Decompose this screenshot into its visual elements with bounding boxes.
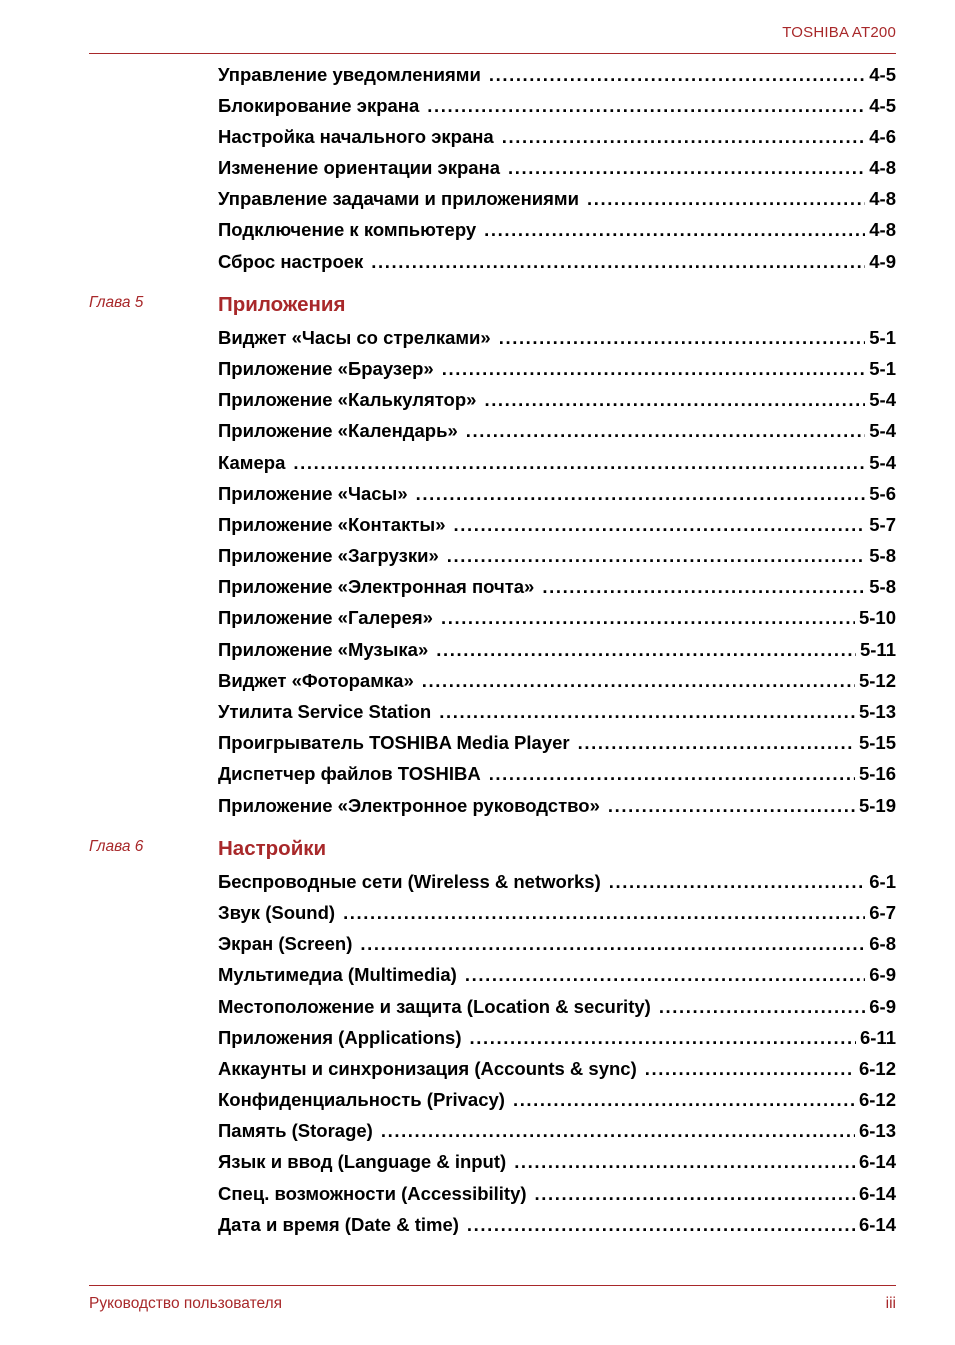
toc-entry-title: Беспроводные сети (Wireless & networks) <box>218 871 601 892</box>
toc-entry-page: 6-7 <box>869 902 896 923</box>
dot-leader <box>489 64 865 86</box>
toc-entry[interactable] <box>218 327 896 349</box>
toc-entry-page: 5-8 <box>869 545 896 566</box>
toc-entry-title: Аккаунты и синхронизация (Accounts & sync) <box>218 1058 637 1079</box>
toc-entry[interactable] <box>218 639 896 661</box>
dot-leader <box>499 327 866 349</box>
toc-entry[interactable] <box>218 95 896 117</box>
dot-leader <box>470 1027 856 1049</box>
toc-entry[interactable] <box>218 251 896 273</box>
toc-entry-title: Управление уведомлениями <box>218 64 481 85</box>
toc-entry-title: Приложение «Галерея» <box>218 607 433 628</box>
toc-entry[interactable] <box>218 576 896 598</box>
toc-entry[interactable] <box>218 1058 896 1080</box>
toc-entry-page: 6-11 <box>859 1027 896 1048</box>
toc-entry-page: 4-8 <box>869 188 896 209</box>
dot-leader <box>659 996 865 1018</box>
toc-entry[interactable] <box>218 64 896 86</box>
toc-entry-page: 5-15 <box>858 732 896 753</box>
toc-entry-page: 5-19 <box>858 795 896 816</box>
toc-entry-page: 6-8 <box>869 933 896 954</box>
toc-entry-page: 5-13 <box>858 701 896 722</box>
toc-entry[interactable] <box>218 795 896 817</box>
toc-entry-page: 4-5 <box>869 95 896 116</box>
toc-entry-title: Диспетчер файлов TOSHIBA <box>218 763 481 784</box>
toc-entry-page: 6-9 <box>869 996 896 1017</box>
toc-entry-title: Местоположение и защита (Location & security) <box>218 996 651 1017</box>
toc-entry-title: Сброс настроек <box>218 251 364 272</box>
toc-entry-title: Экран (Screen) <box>218 933 353 954</box>
document-title: TOSHIBA AT200 <box>782 24 896 41</box>
toc-entry[interactable] <box>218 701 896 723</box>
toc-entry[interactable] <box>218 732 896 754</box>
toc-entry-page: 5-8 <box>869 576 896 597</box>
dot-leader <box>381 1120 855 1142</box>
toc-entry-title: Память (Storage) <box>218 1120 373 1141</box>
chapter-label: Глава 6 <box>89 838 144 855</box>
dot-leader <box>513 1089 855 1111</box>
toc-entry-page: 6-14 <box>858 1151 896 1172</box>
dot-leader <box>542 576 865 598</box>
toc-entry-page: 5-1 <box>869 327 896 348</box>
toc-entry[interactable] <box>218 188 896 210</box>
dot-leader <box>360 933 865 955</box>
dot-leader <box>609 871 865 893</box>
toc-entry-page: 6-14 <box>858 1214 896 1235</box>
toc-entry-page: 5-11 <box>859 639 896 660</box>
dot-leader <box>645 1058 855 1080</box>
toc-entry-title: Настройка начального экрана <box>218 126 494 147</box>
toc-entry-title: Блокирование экрана <box>218 95 420 116</box>
toc-entry-title: Приложение «Браузер» <box>218 358 434 379</box>
dot-leader <box>371 251 865 273</box>
toc-entry[interactable] <box>218 126 896 148</box>
toc-entry-title: Камера <box>218 452 286 473</box>
toc-entry[interactable] <box>218 1151 896 1173</box>
dot-leader <box>502 126 866 148</box>
toc-entry[interactable] <box>218 1027 896 1049</box>
toc-entry-page: 5-4 <box>869 452 896 473</box>
toc-entry[interactable] <box>218 219 896 241</box>
chapter-title[interactable]: Приложения <box>218 293 346 316</box>
dot-leader <box>436 639 856 661</box>
toc-entry-page: 6-1 <box>869 871 896 892</box>
toc-entry[interactable] <box>218 1183 896 1205</box>
toc-entry-title: Спец. возможности (Accessibility) <box>218 1183 527 1204</box>
toc-entry-page: 6-14 <box>858 1183 896 1204</box>
toc-entry-title: Управление задачами и приложениями <box>218 188 579 209</box>
dot-leader <box>467 1214 855 1236</box>
toc-entry-title: Изменение ориентации экрана <box>218 157 501 178</box>
toc-entry-title: Утилита Service Station <box>218 701 432 722</box>
chapter-label: Глава 5 <box>89 294 144 311</box>
footer-divider <box>89 1285 896 1286</box>
footer-document-name: Руководство пользователя <box>89 1295 283 1312</box>
dot-leader <box>293 452 865 474</box>
toc-entry-title: Приложение «Калькулятор» <box>218 389 477 410</box>
toc-entry[interactable] <box>218 996 896 1018</box>
dot-leader <box>608 795 855 817</box>
dot-leader <box>508 157 865 179</box>
toc-entry-page: 5-4 <box>869 389 896 410</box>
dot-leader <box>466 420 866 442</box>
dot-leader <box>587 188 865 210</box>
dot-leader <box>422 670 855 692</box>
page-number: iii <box>885 1295 896 1312</box>
dot-leader <box>439 701 855 723</box>
dot-leader <box>343 902 865 924</box>
dot-leader <box>441 607 855 629</box>
toc-entry-title: Подключение к компьютеру <box>218 219 477 240</box>
toc-entry-page: 5-7 <box>869 514 896 535</box>
toc-entry-page: 4-8 <box>869 219 896 240</box>
dot-leader <box>453 514 865 536</box>
dot-leader <box>514 1151 855 1173</box>
toc-entry-page: 5-16 <box>858 763 896 784</box>
toc-entry[interactable] <box>218 964 896 986</box>
toc-entry-title: Приложение «Календарь» <box>218 420 458 441</box>
dot-leader <box>489 763 855 785</box>
dot-leader <box>427 95 865 117</box>
toc-entry[interactable] <box>218 933 896 955</box>
toc-entry-title: Приложение «Музыка» <box>218 639 429 660</box>
toc-entry[interactable] <box>218 514 896 536</box>
toc-entry-title: Приложение «Загрузки» <box>218 545 439 566</box>
toc-entry[interactable] <box>218 670 896 692</box>
toc-entry[interactable] <box>218 1120 896 1142</box>
toc-entry[interactable] <box>218 763 896 785</box>
toc-entry-page: 4-5 <box>869 64 896 85</box>
dot-leader <box>465 964 865 986</box>
toc-entry-title: Язык и ввод (Language & input) <box>218 1151 507 1172</box>
toc-entry-title: Мультимедиа (Multimedia) <box>218 964 457 985</box>
toc-entry-page: 5-4 <box>869 420 896 441</box>
toc-entry-title: Дата и время (Date & time) <box>218 1214 459 1235</box>
toc-entry-page: 6-12 <box>858 1058 896 1079</box>
toc-entry-title: Приложения (Applications) <box>218 1027 462 1048</box>
dot-leader <box>535 1183 855 1205</box>
toc-entry-title: Звук (Sound) <box>218 902 336 923</box>
toc-entry-title: Виджет «Часы со стрелками» <box>218 327 491 348</box>
toc-entry[interactable] <box>218 483 896 505</box>
chapter-title[interactable]: Настройки <box>218 837 327 860</box>
toc-entry[interactable] <box>218 871 896 893</box>
toc-entry[interactable] <box>218 545 896 567</box>
toc-entry-page: 6-9 <box>869 964 896 985</box>
toc-entry[interactable] <box>218 420 896 442</box>
dot-leader <box>447 545 865 567</box>
toc-entry-page: 6-12 <box>858 1089 896 1110</box>
toc-entry-title: Конфиденциальность (Privacy) <box>218 1089 505 1110</box>
toc-entry-page: 5-10 <box>858 607 896 628</box>
dot-leader <box>484 389 865 411</box>
toc-entry[interactable] <box>218 358 896 380</box>
header-divider <box>89 53 896 54</box>
toc-entry-title: Приложение «Контакты» <box>218 514 446 535</box>
toc-entry-page: 4-9 <box>869 251 896 272</box>
toc-entry-page: 5-1 <box>869 358 896 379</box>
toc-entry-title: Приложение «Электронное руководство» <box>218 795 600 816</box>
toc-entry-page: 4-8 <box>869 157 896 178</box>
toc-entry-page: 5-6 <box>869 483 896 504</box>
dot-leader <box>578 732 855 754</box>
toc-entry-title: Приложение «Электронная почта» <box>218 576 535 597</box>
toc-entry-page: 4-6 <box>869 126 896 147</box>
toc-entry[interactable] <box>218 607 896 629</box>
toc-entry-title: Приложение «Часы» <box>218 483 408 504</box>
toc-entry-page: 6-13 <box>858 1120 896 1141</box>
toc-entry-title: Виджет «Фоторамка» <box>218 670 414 691</box>
dot-leader <box>416 483 866 505</box>
toc-entry[interactable] <box>218 1214 896 1236</box>
dot-leader <box>484 219 865 241</box>
toc-entry-page: 5-12 <box>858 670 896 691</box>
toc-entry[interactable] <box>218 1089 896 1111</box>
toc-entry[interactable] <box>218 902 896 924</box>
toc-entry[interactable] <box>218 452 896 474</box>
toc-entry[interactable] <box>218 157 896 179</box>
toc-entry-title: Проигрыватель TOSHIBA Media Player <box>218 732 570 753</box>
toc-entry[interactable] <box>218 389 896 411</box>
dot-leader <box>442 358 866 380</box>
